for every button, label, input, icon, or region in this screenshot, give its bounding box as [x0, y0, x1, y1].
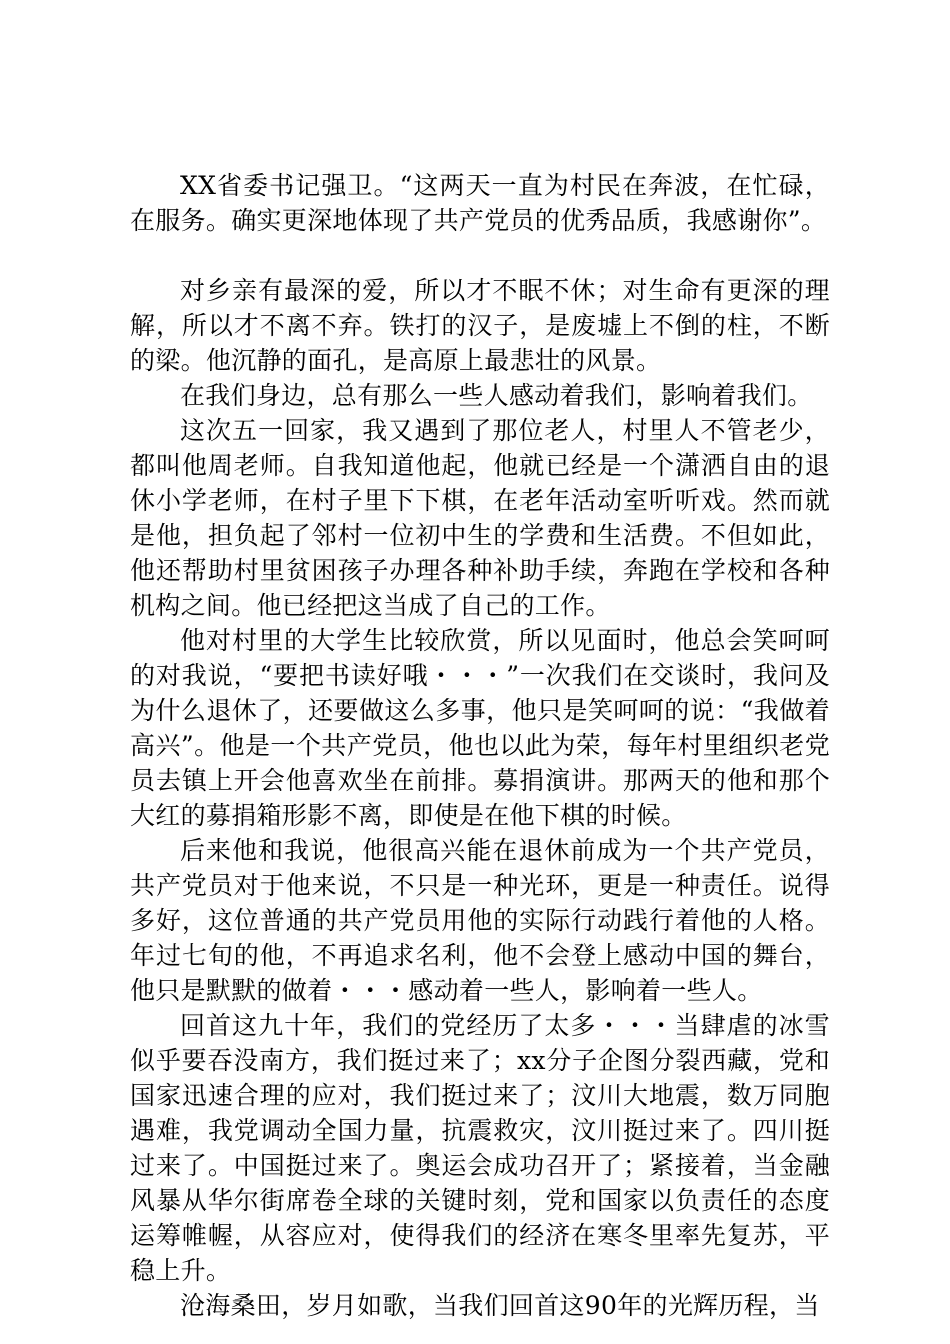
- paragraph-7: 回首这九十年，我们的党经历了太多・・・当肆虐的冰雪似乎要吞没南方，我们挺过来了；xx分子企图分裂西藏，党和国家迅速合理的应对，我们挺过来了；汶川大地震，数万同胞遇难，我党调动全国力量，抗震救灾，汶川挺过来了。四川挺过来了。中国挺过来了。奥运会成功召开了；紧接着，当金融风暴从华尔街席卷全球的关键时刻，党和国家以负责任的态度运筹帷幄，从容应对，使得我们的经济在寒冬里率先复苏，平稳上升。: [130, 1011, 830, 1285]
- paragraph-2: 对乡亲有最深的爱，所以才不眠不休；对生命有更深的理解，所以才不离不弃。铁打的汉子，是废墟上不倒的柱，不断的梁。他沉静的面孔，是高原上最悲壮的风景。: [130, 276, 830, 375]
- paragraph-4: 这次五一回家，我又遇到了那位老人，村里人不管老少，都叫他周老师。自我知道他起，他就已经是一个潇洒自由的退休小学老师，在村子里下下棋，在老年活动室听听戏。然而就是他，担负起了邻村一位初中生的学费和生活费。不但如此，他还帮助村里贫困孩子办理各种补助手续，奔跑在学校和各种机构之间。他已经把这当成了自己的工作。: [130, 416, 830, 620]
- paragraph-3: 在我们身边，总有那么一些人感动着我们，影响着我们。: [180, 381, 813, 410]
- paragraph-6: 后来他和我说，他很高兴能在退休前成为一个共产党员，共产党员对于他来说，不只是一种光环，更是一种责任。说得多好，这位普通的共产党员用他的实际行动践行着他的人格。年过七旬的他，不再追求名利，他不会登上感动中国的舞台，他只是默默的做着・・・感动着一些人，影响着一些人。: [130, 836, 830, 1005]
- paragraph-gap: [130, 238, 830, 273]
- paragraph-5: 他对村里的大学生比较欣赏，所以见面时，他总会笑呵呵的对我说，“要把书读好哦・・・”一次我们在交谈时，我问及为什么退休了，还要做这么多事，他只是笑呵呵的说：“我做着高兴”。他是一个共产党员，他也以此为荣，每年村里组织老党员去镇上开会他喜欢坐在前排。募捐演讲。那两天的他和那个大红的募捐箱形影不离，即使是在他下棋的时候。: [130, 626, 830, 830]
- paragraph-1: XX省委书记强卫。“这两天一直为村民在奔波，在忙碌，在服务。确实更深地体现了共产党员的优秀品质，我感谢你”。: [130, 171, 830, 235]
- document-page: [130, 168, 830, 1323]
- paragraph-8: 沧海桑田，岁月如歌，当我们回首这90年的光辉历程，当: [180, 1291, 820, 1320]
